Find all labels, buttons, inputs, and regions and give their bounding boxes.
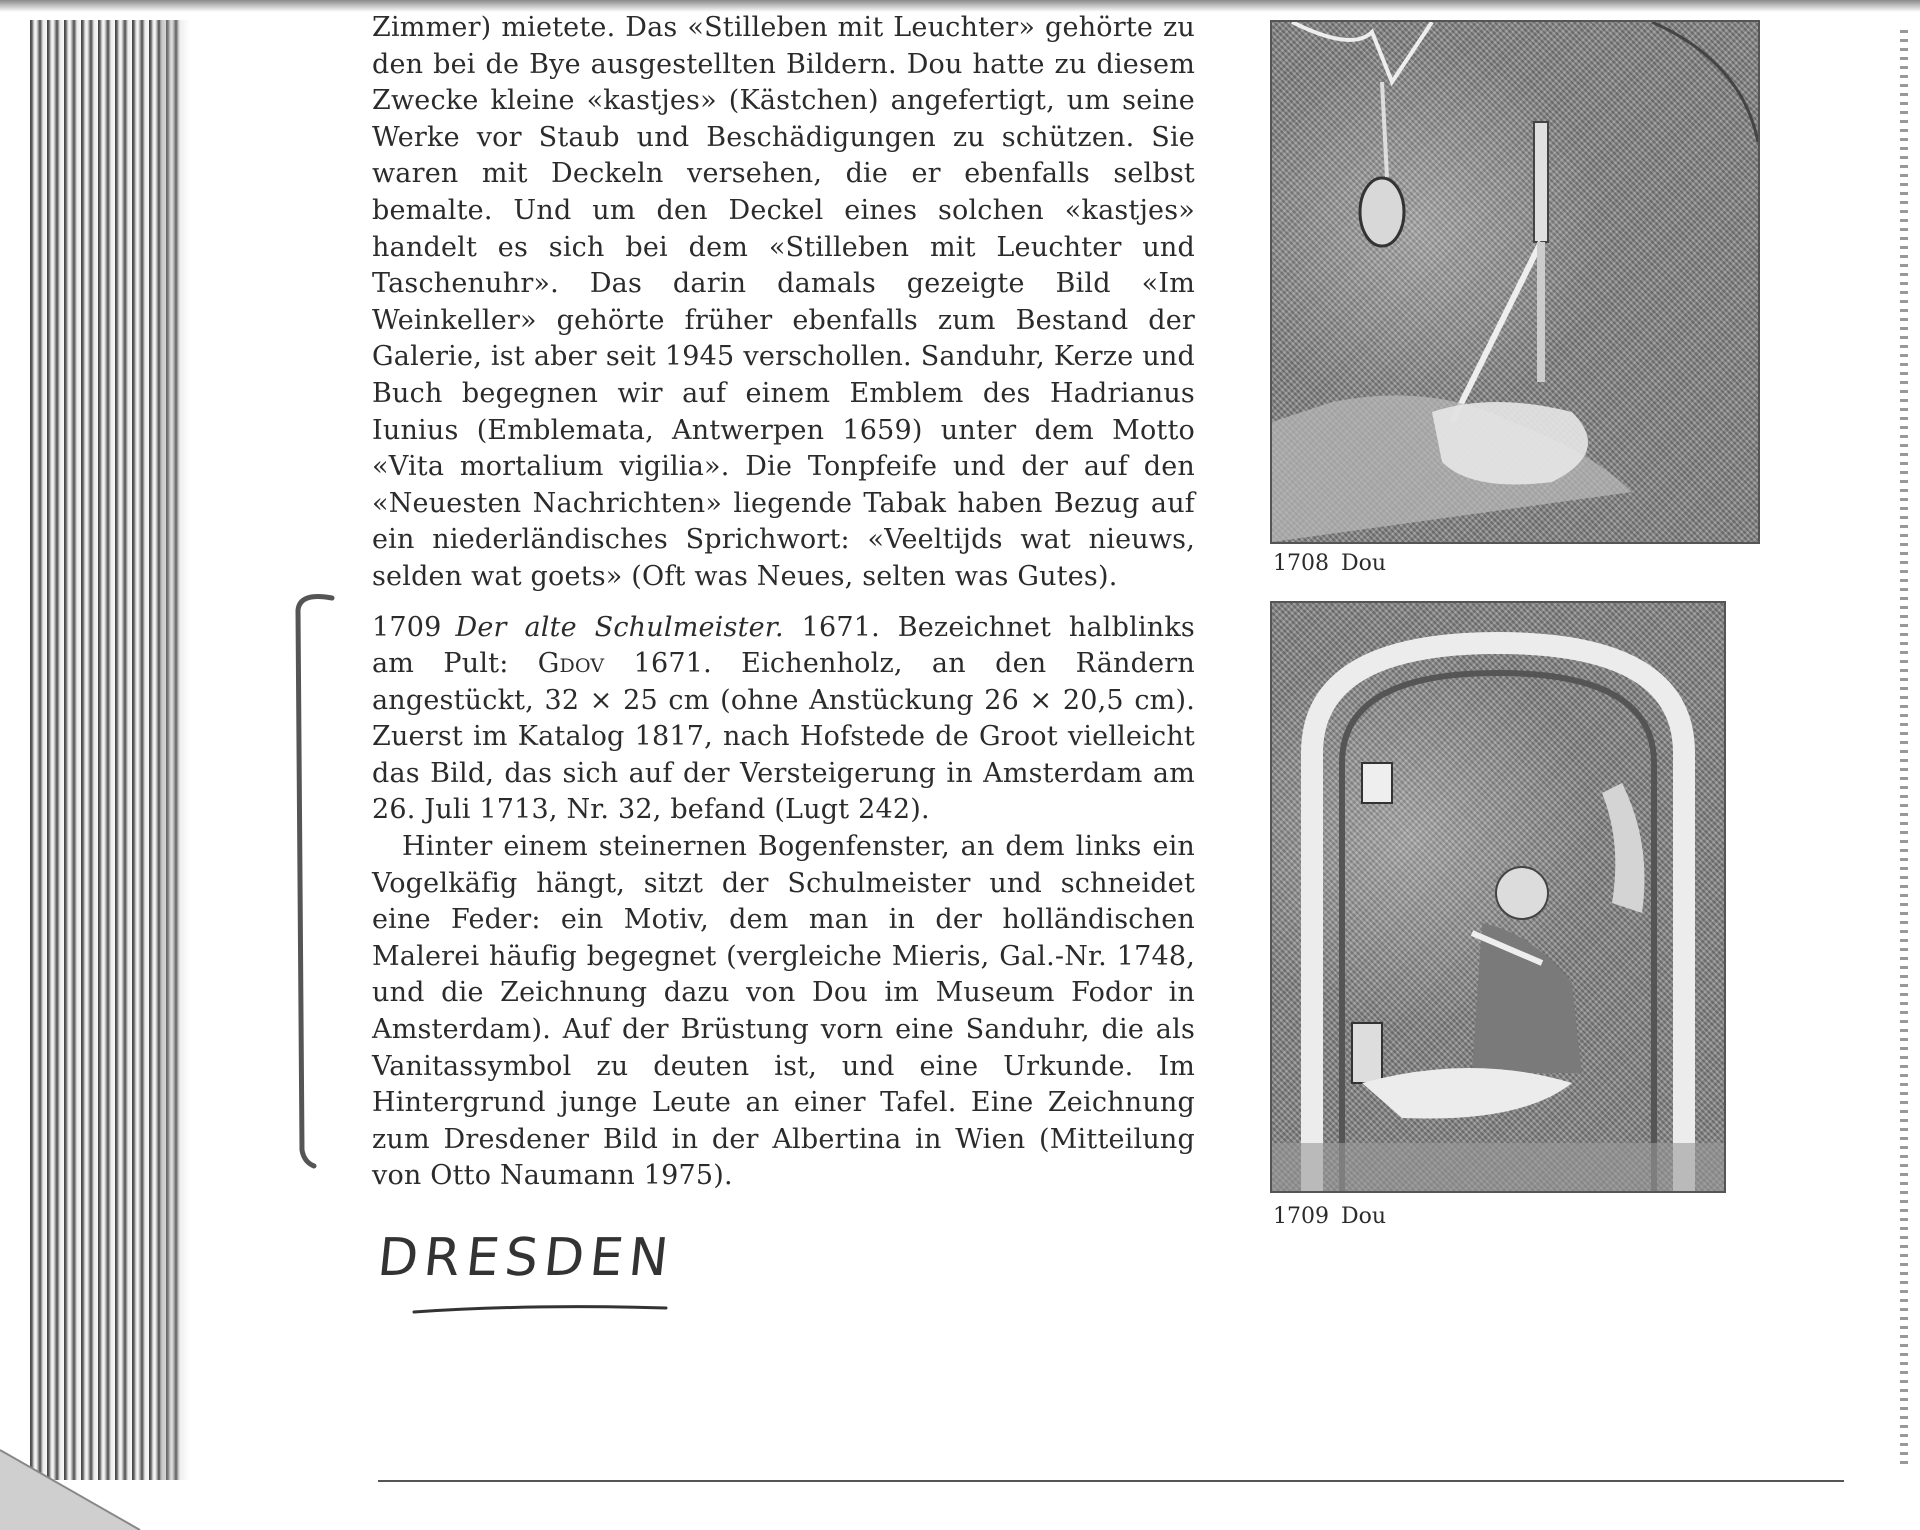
figure-1708-caption: [1273, 551, 1386, 576]
caption-artist: Dou: [1341, 551, 1387, 576]
book-spine: [30, 20, 180, 1480]
catalog-entry: [372, 610, 1195, 830]
caption-artist: Dou: [1341, 1204, 1387, 1229]
margin-bracket-mark: [290, 590, 350, 1170]
intro-paragraph: Zimmer) mietete. Das «Stilleben mit Leuchter» gehörte zu den bei de Bye ausgestellten Bildern. Dou hatte zu diesem Zwecke kleine «kastjes» (Kästchen) angefertigt, um seine Werke vor Staub und Beschädigungen zu schützen. Sie waren mit Deckeln versehen, die er ebenfalls selbst bemalte. Und um den Deckel eines solchen «kastjes» handelt es sich bei dem «Stilleben mit Leuchter und Taschenuhr». Das darin damals gezeigte Bild «Im Weinkeller» gehörte früher ebenfalls zum Bestand der Galerie, ist aber seit 1945 verschollen. Sanduhr, Kerze und Buch begegnen wir auf einem Emblem des Hadrianus Iunius (Emblemata, Antwerpen 1659) unter dem Motto «Vita mortalium vigilia». Die Tonpfeife und der auf den «Neuesten Nachrichten» liegende Tabak haben Bezug auf ein niederländisches Sprichwort: «Veeltijds wat nieuws, selden wat goets» (Oft was Neues, selten was Gutes).: [372, 12, 1195, 592]
handwritten-underline: [410, 1300, 670, 1320]
bottom-rule: [378, 1480, 1844, 1482]
figure-1709-image: [1270, 601, 1726, 1193]
handwritten-note: DRESDEN: [374, 1228, 677, 1288]
caption-number: 1708: [1273, 551, 1329, 576]
entry-details-a: 1671. Bezeichnet halblinks am Pult:: [372, 611, 1195, 680]
page-edge-right: [1900, 30, 1908, 1470]
entry-number: 1709: [372, 611, 442, 643]
entry-description: Hinter einem steinernen Bogenfenster, an dem links ein Vogelkäfig hängt, sitzt der Schulmeister und schneidet eine Feder: ein Motiv, dem man in der holländischen Malerei häufig begegnet (vergleiche Mieris, Gal.-Nr. 1748, und die Zeichnung dazu von Dou im Museum Fodor in Amsterdam). Auf der Brüstung vorn eine Sanduhr, die als Vanitassymbol zu deuten ist, und eine Urkunde. Im Hintergrund junge Leute an einer Tafel. Eine Zeichnung zum Dresdener Bild in der Albertina in Wien (Mitteilung von Otto Naumann 1975).: [372, 831, 1195, 1192]
corner-fold: [0, 1420, 200, 1530]
spine-shadow: [160, 20, 190, 1480]
entry-details-b: 1671. Eichenholz, an den Rändern angestückt, 32 × 25 cm (ohne Anstückung 26 × 20,5 cm). Zuerst im Katalog 1817, nach Hofstede de Groot vielleicht das Bild, das sich auf der Versteigerung in Amsterdam am 26. Juli 1713, Nr. 32, befand (Lugt 242).: [372, 648, 1195, 826]
entry-signature: Gdov: [537, 648, 605, 680]
entry-title: Der alte Schulmeister.: [455, 611, 784, 643]
figure-1709-caption: [1273, 1204, 1386, 1229]
figure-1708-image: [1270, 20, 1760, 544]
text-column: [372, 10, 1195, 1195]
caption-number: 1709: [1273, 1204, 1329, 1229]
